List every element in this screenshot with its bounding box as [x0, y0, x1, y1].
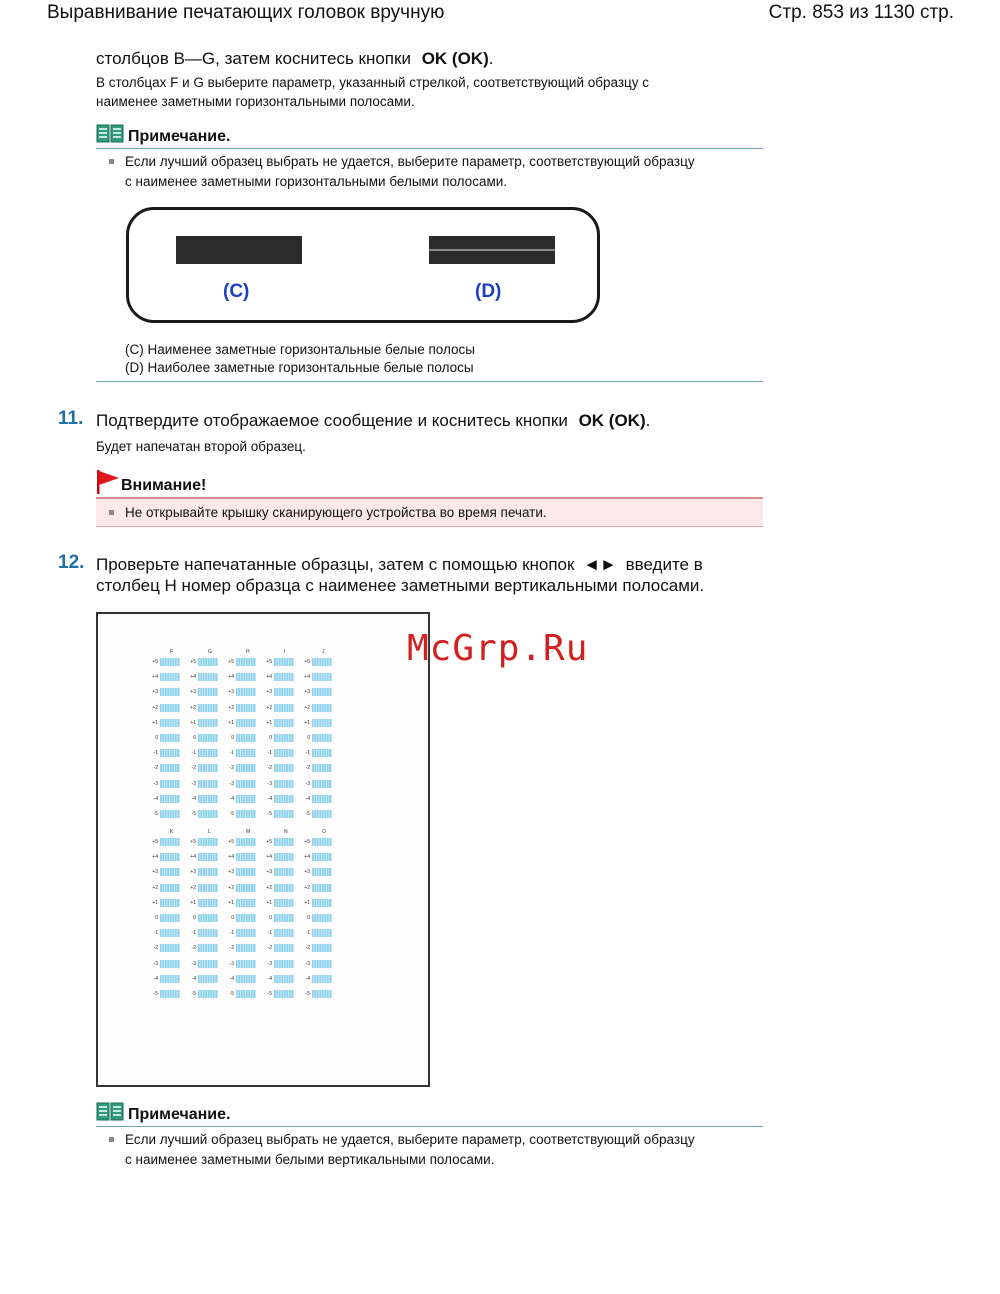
pattern-column-header: N [284, 829, 288, 835]
pattern-swatch [236, 795, 256, 803]
pattern-swatch [274, 764, 294, 772]
pattern-swatch [160, 944, 180, 952]
pattern-row-label: -3 [191, 780, 196, 787]
pattern-swatch [160, 780, 180, 788]
pattern-row-label: -4 [267, 795, 272, 802]
pattern-row-label: -2 [153, 945, 158, 952]
pattern-row-label: +3 [304, 869, 310, 876]
pattern-row-label: +1 [152, 899, 158, 906]
document-title: Выравнивание печатающих головок вручную [47, 2, 445, 23]
pattern-swatch [312, 975, 332, 983]
pattern-swatch [312, 749, 332, 757]
pattern-row-label: +2 [304, 704, 310, 711]
pattern-row-label: +1 [228, 899, 234, 906]
pattern-swatch [274, 780, 294, 788]
pattern-swatch [198, 838, 218, 846]
pattern-row-label: -5 [191, 991, 196, 997]
pattern-swatch [312, 960, 332, 968]
pattern-row-label: +2 [190, 704, 196, 711]
pattern-row-label: +5 [228, 659, 234, 665]
page-counter: Стр. 853 из 1130 стр. [768, 2, 954, 23]
pattern-column-header: H [246, 649, 250, 655]
pattern-swatch [274, 899, 294, 907]
pattern-swatch [236, 990, 256, 998]
pattern-row-label: -1 [191, 750, 196, 757]
pattern-row-label: -3 [305, 780, 310, 787]
pattern-row-label: -2 [305, 945, 310, 952]
pattern-swatch [274, 704, 294, 712]
pattern-row-label: -1 [153, 750, 158, 757]
pattern-row-label: -5 [267, 991, 272, 997]
pattern-swatch [274, 810, 294, 818]
pattern-swatch [274, 929, 294, 937]
ok-button-label: OK (OK) [421, 49, 489, 68]
pattern-row-label: +1 [228, 719, 234, 726]
pattern-row-label: +4 [152, 674, 158, 681]
pattern-swatch [198, 749, 218, 757]
pattern-swatch [312, 944, 332, 952]
pattern-swatch [236, 884, 256, 892]
pattern-row-label: -3 [305, 960, 310, 967]
pattern-swatch [160, 749, 180, 757]
pattern-row-label: 0 [231, 735, 234, 741]
note-heading [96, 1102, 230, 1127]
pattern-row-label: +5 [266, 839, 272, 845]
pattern-row-label: -3 [153, 780, 158, 787]
bullet-marker [109, 159, 114, 164]
pattern-swatch [160, 838, 180, 846]
pattern-row-label: +4 [228, 854, 234, 861]
intro-text: столбцов B—G, затем коснитесь кнопки [96, 49, 411, 68]
pattern-swatch [160, 704, 180, 712]
pattern-row-label: +3 [266, 869, 272, 876]
pattern-column-header: O [322, 829, 326, 835]
pattern-swatch [274, 975, 294, 983]
pattern-swatch [198, 990, 218, 998]
pattern-swatch [236, 734, 256, 742]
pattern-swatch [160, 975, 180, 983]
pattern-row-label: -1 [191, 930, 196, 937]
pattern-row-label: +5 [190, 839, 196, 845]
pattern-swatch [236, 899, 256, 907]
note-text-line1: Если лучший образец выбрать не удается, выберите параметр, соответствующий образцу [125, 1132, 695, 1147]
pattern-swatch [236, 944, 256, 952]
pattern-row-label: -2 [191, 945, 196, 952]
pattern-swatch [236, 868, 256, 876]
pattern-row-label: +1 [266, 719, 272, 726]
pattern-row-label: +2 [304, 884, 310, 891]
pattern-row-label: +4 [152, 854, 158, 861]
pattern-row-label: -2 [267, 945, 272, 952]
pattern-swatch [312, 764, 332, 772]
pattern-swatch [236, 914, 256, 922]
pattern-row-label: +1 [304, 899, 310, 906]
note-divider-top [96, 148, 763, 149]
intro-detail-line2: наименее заметными горизонтальными полосами. [96, 94, 415, 109]
pattern-swatch [274, 884, 294, 892]
pattern-row-label: +5 [228, 839, 234, 845]
pattern-swatch [198, 868, 218, 876]
pattern-row-label: +3 [228, 869, 234, 876]
pattern-swatch [274, 853, 294, 861]
label-c: (C) [223, 281, 250, 302]
pattern-swatch [236, 658, 256, 666]
label-d: (D) [475, 281, 502, 302]
warning-heading: Внимание! [121, 477, 207, 494]
pattern-swatch [312, 688, 332, 696]
pattern-row-label: 0 [231, 915, 234, 921]
pattern-row-label: 0 [269, 915, 272, 921]
pattern-row-label: -1 [267, 750, 272, 757]
step12-instruction: Проверьте напечатанные образцы, затем с помощью кнопок [96, 555, 575, 574]
pattern-row-label: +5 [190, 659, 196, 665]
intro-line [96, 48, 493, 69]
pattern-column-header: J [322, 649, 325, 655]
pattern-swatch [160, 929, 180, 937]
pattern-swatch [274, 658, 294, 666]
pattern-row-label: 0 [155, 915, 158, 921]
pattern-row-label: -5 [229, 991, 234, 997]
pattern-row-label: +4 [304, 854, 310, 861]
intro-suffix: . [488, 49, 494, 68]
pattern-swatch [198, 975, 218, 983]
pattern-swatch [160, 990, 180, 998]
pattern-row-label: -2 [229, 765, 234, 772]
pattern-row-label: -4 [153, 975, 158, 982]
pattern-swatch [274, 868, 294, 876]
pattern-swatch [236, 673, 256, 681]
pattern-swatch [160, 734, 180, 742]
pattern-swatch [236, 688, 256, 696]
pattern-swatch [312, 899, 332, 907]
pattern-swatch [160, 914, 180, 922]
note-text-line2: с наименее заметными горизонтальными белыми полосами. [125, 174, 508, 189]
pattern-column-header: F [170, 649, 174, 655]
pattern-swatch [160, 673, 180, 681]
note-divider-bottom [96, 381, 763, 382]
pattern-swatch [236, 960, 256, 968]
pattern-swatch [236, 780, 256, 788]
pattern-swatch [198, 734, 218, 742]
printed-pattern-sheet [96, 612, 430, 1087]
pattern-swatch [198, 764, 218, 772]
pattern-row-label: 0 [193, 735, 196, 741]
warning-text: Не открывайте крышку сканирующего устройства во время печати. [125, 505, 547, 520]
pattern-swatch [312, 838, 332, 846]
pattern-row-label: -4 [267, 975, 272, 982]
pattern-row-label: 0 [269, 735, 272, 741]
pattern-swatch [160, 658, 180, 666]
pattern-swatch [312, 853, 332, 861]
pattern-swatch [160, 960, 180, 968]
pattern-swatch [198, 673, 218, 681]
pattern-swatch [312, 929, 332, 937]
pattern-swatch [160, 884, 180, 892]
pattern-row-label: -1 [229, 750, 234, 757]
pattern-row-label: -2 [153, 765, 158, 772]
left-right-arrow-icon: ◄► [583, 555, 617, 574]
pattern-row-label: -4 [229, 795, 234, 802]
pattern-swatch [198, 658, 218, 666]
pattern-row-label: +1 [190, 719, 196, 726]
pattern-column-header: G [208, 649, 212, 655]
pattern-column-header: M [246, 829, 251, 835]
note-divider-top [96, 1126, 763, 1127]
pattern-row-label: -5 [229, 811, 234, 817]
pattern-row-label: -5 [191, 811, 196, 817]
pattern-row-label: -4 [305, 975, 310, 982]
pattern-row-label: -4 [153, 795, 158, 802]
pattern-swatch [198, 960, 218, 968]
step11-instruction: Подтвердите отображаемое сообщение и коснитесь кнопки [96, 411, 568, 430]
pattern-swatch [274, 734, 294, 742]
pattern-swatch [312, 658, 332, 666]
note-text-line1: Если лучший образец выбрать не удается, выберите параметр, соответствующий образцу [125, 154, 695, 169]
pattern-swatch [274, 914, 294, 922]
pattern-swatch [236, 749, 256, 757]
step11-suffix: . [645, 411, 651, 430]
pattern-swatch [198, 795, 218, 803]
pattern-swatch [312, 719, 332, 727]
pattern-row-label: -5 [153, 991, 158, 997]
pattern-c-bar [176, 236, 302, 264]
pattern-swatch [160, 853, 180, 861]
pattern-row-label: +3 [152, 869, 158, 876]
pattern-row-label: -3 [191, 960, 196, 967]
pattern-row-label: +5 [152, 839, 158, 845]
pattern-row-label: -1 [305, 930, 310, 937]
step-number-12: 12. [58, 552, 85, 573]
pattern-swatch [312, 868, 332, 876]
pattern-swatch [198, 688, 218, 696]
pattern-swatch [274, 990, 294, 998]
note-text-line2: с наименее заметными белыми вертикальными полосами. [125, 1152, 495, 1167]
pattern-row-label: +2 [190, 884, 196, 891]
pattern-row-label: +3 [190, 869, 196, 876]
step11-detail: Будет напечатан второй образец. [96, 439, 306, 454]
note-heading [96, 124, 230, 149]
pattern-row-label: -1 [267, 930, 272, 937]
warning-flag-icon [96, 470, 120, 499]
pattern-swatch [160, 899, 180, 907]
caption-d: (D) Наиболее заметные горизонтальные белые полосы [125, 360, 474, 375]
step11-text [96, 410, 650, 431]
pattern-row-label: -4 [191, 975, 196, 982]
pattern-swatch [160, 795, 180, 803]
step-number-11: 11. [58, 408, 84, 429]
pattern-swatch [236, 810, 256, 818]
ok-button-label: OK (OK) [578, 411, 646, 430]
bullet-marker [109, 510, 114, 515]
pattern-row-label: -5 [305, 811, 310, 817]
pattern-swatch [198, 944, 218, 952]
pattern-row-label: +2 [152, 704, 158, 711]
pattern-swatch [236, 838, 256, 846]
pattern-row-label: +2 [228, 704, 234, 711]
book-icon [96, 124, 124, 149]
pattern-row-label: 0 [307, 915, 310, 921]
book-icon [96, 1102, 124, 1127]
pattern-row-label: +3 [190, 689, 196, 696]
pattern-row-label: 0 [155, 735, 158, 741]
pattern-row-label: +1 [190, 899, 196, 906]
pattern-swatch [236, 704, 256, 712]
pattern-swatch [274, 719, 294, 727]
pattern-swatch [236, 764, 256, 772]
pattern-swatch [236, 929, 256, 937]
pattern-row-label: -3 [267, 780, 272, 787]
pattern-row-label: -4 [305, 795, 310, 802]
pattern-row-label: +5 [304, 659, 310, 665]
pattern-row-label: 0 [307, 735, 310, 741]
note-heading-text: Примечание. [128, 1105, 231, 1123]
pattern-swatch [236, 975, 256, 983]
step12-line1 [96, 554, 703, 575]
pattern-row-label: 0 [193, 915, 196, 921]
pattern-swatch [198, 780, 218, 788]
pattern-swatch [160, 810, 180, 818]
pattern-swatch [312, 673, 332, 681]
pattern-swatch [274, 838, 294, 846]
pattern-row-label: +2 [152, 884, 158, 891]
pattern-swatch [312, 884, 332, 892]
pattern-row-label: +2 [266, 704, 272, 711]
pattern-row-label: -2 [191, 765, 196, 772]
pattern-swatch [198, 884, 218, 892]
pattern-comparison-box [126, 207, 600, 323]
pattern-column-header: K [170, 829, 174, 835]
pattern-row-label: +1 [304, 719, 310, 726]
pattern-swatch [236, 853, 256, 861]
pattern-swatch [198, 810, 218, 818]
pattern-row-label: -1 [153, 930, 158, 937]
pattern-swatch [198, 929, 218, 937]
pattern-swatch [198, 853, 218, 861]
pattern-d-bar [429, 236, 555, 264]
pattern-row-label: -1 [229, 930, 234, 937]
watermark: McGrp.Ru [407, 628, 589, 669]
pattern-row-label: +4 [266, 674, 272, 681]
pattern-row-label: +3 [152, 689, 158, 696]
pattern-swatch [198, 704, 218, 712]
bullet-marker [109, 1137, 114, 1142]
caption-c: (C) Наименее заметные горизонтальные белые полосы [125, 342, 475, 357]
pattern-swatch [274, 960, 294, 968]
note-heading-text: Примечание. [128, 127, 231, 145]
pattern-swatch [312, 914, 332, 922]
pattern-swatch [236, 719, 256, 727]
pattern-row-label: -5 [305, 991, 310, 997]
pattern-row-label: +4 [266, 854, 272, 861]
pattern-row-label: +4 [190, 854, 196, 861]
pattern-row-label: +2 [228, 884, 234, 891]
pattern-column-header: I [284, 649, 286, 655]
pattern-row-label: -3 [229, 780, 234, 787]
pattern-row-label: -2 [305, 765, 310, 772]
pattern-swatch [274, 944, 294, 952]
pattern-row-label: +5 [304, 839, 310, 845]
pattern-swatch [160, 764, 180, 772]
pattern-swatch [198, 719, 218, 727]
pattern-swatch [274, 688, 294, 696]
pattern-swatch [312, 704, 332, 712]
pattern-swatch [312, 734, 332, 742]
pattern-swatch [160, 719, 180, 727]
pattern-row-label: -3 [229, 960, 234, 967]
pattern-row-label: -2 [267, 765, 272, 772]
pattern-row-label: -5 [153, 811, 158, 817]
pattern-row-label: +3 [304, 689, 310, 696]
pattern-row-label: +4 [190, 674, 196, 681]
pattern-row-label: +5 [152, 659, 158, 665]
pattern-row-label: +2 [266, 884, 272, 891]
intro-detail-line1: В столбцах F и G выберите параметр, указанный стрелкой, соответствующий образцу с [96, 75, 650, 90]
pattern-row-label: -4 [191, 795, 196, 802]
pattern-column-header: L [208, 829, 211, 835]
pattern-row-label: -4 [229, 975, 234, 982]
pattern-row-label: +3 [266, 689, 272, 696]
pattern-row-label: -1 [305, 750, 310, 757]
pattern-row-label: +1 [152, 719, 158, 726]
pattern-swatch [312, 780, 332, 788]
pattern-row-label: +4 [228, 674, 234, 681]
pattern-swatch [312, 990, 332, 998]
pattern-row-label: -2 [229, 945, 234, 952]
pattern-swatch [274, 795, 294, 803]
pattern-swatch [312, 810, 332, 818]
pattern-swatch [160, 868, 180, 876]
pattern-swatch [274, 673, 294, 681]
pattern-row-label: +3 [228, 689, 234, 696]
pattern-row-label: -3 [153, 960, 158, 967]
pattern-swatch [198, 899, 218, 907]
pattern-swatch [198, 914, 218, 922]
pattern-row-label: +5 [266, 659, 272, 665]
pattern-swatch [274, 749, 294, 757]
step12-suffix: введите в [625, 555, 703, 574]
pattern-swatch [160, 688, 180, 696]
pattern-row-label: +4 [304, 674, 310, 681]
pattern-swatch [312, 795, 332, 803]
pattern-row-label: -3 [267, 960, 272, 967]
pattern-row-label: -5 [267, 811, 272, 817]
pattern-row-label: +1 [266, 899, 272, 906]
step12-line2: столбец H номер образца с наименее заметными вертикальными полосами. [96, 576, 705, 595]
